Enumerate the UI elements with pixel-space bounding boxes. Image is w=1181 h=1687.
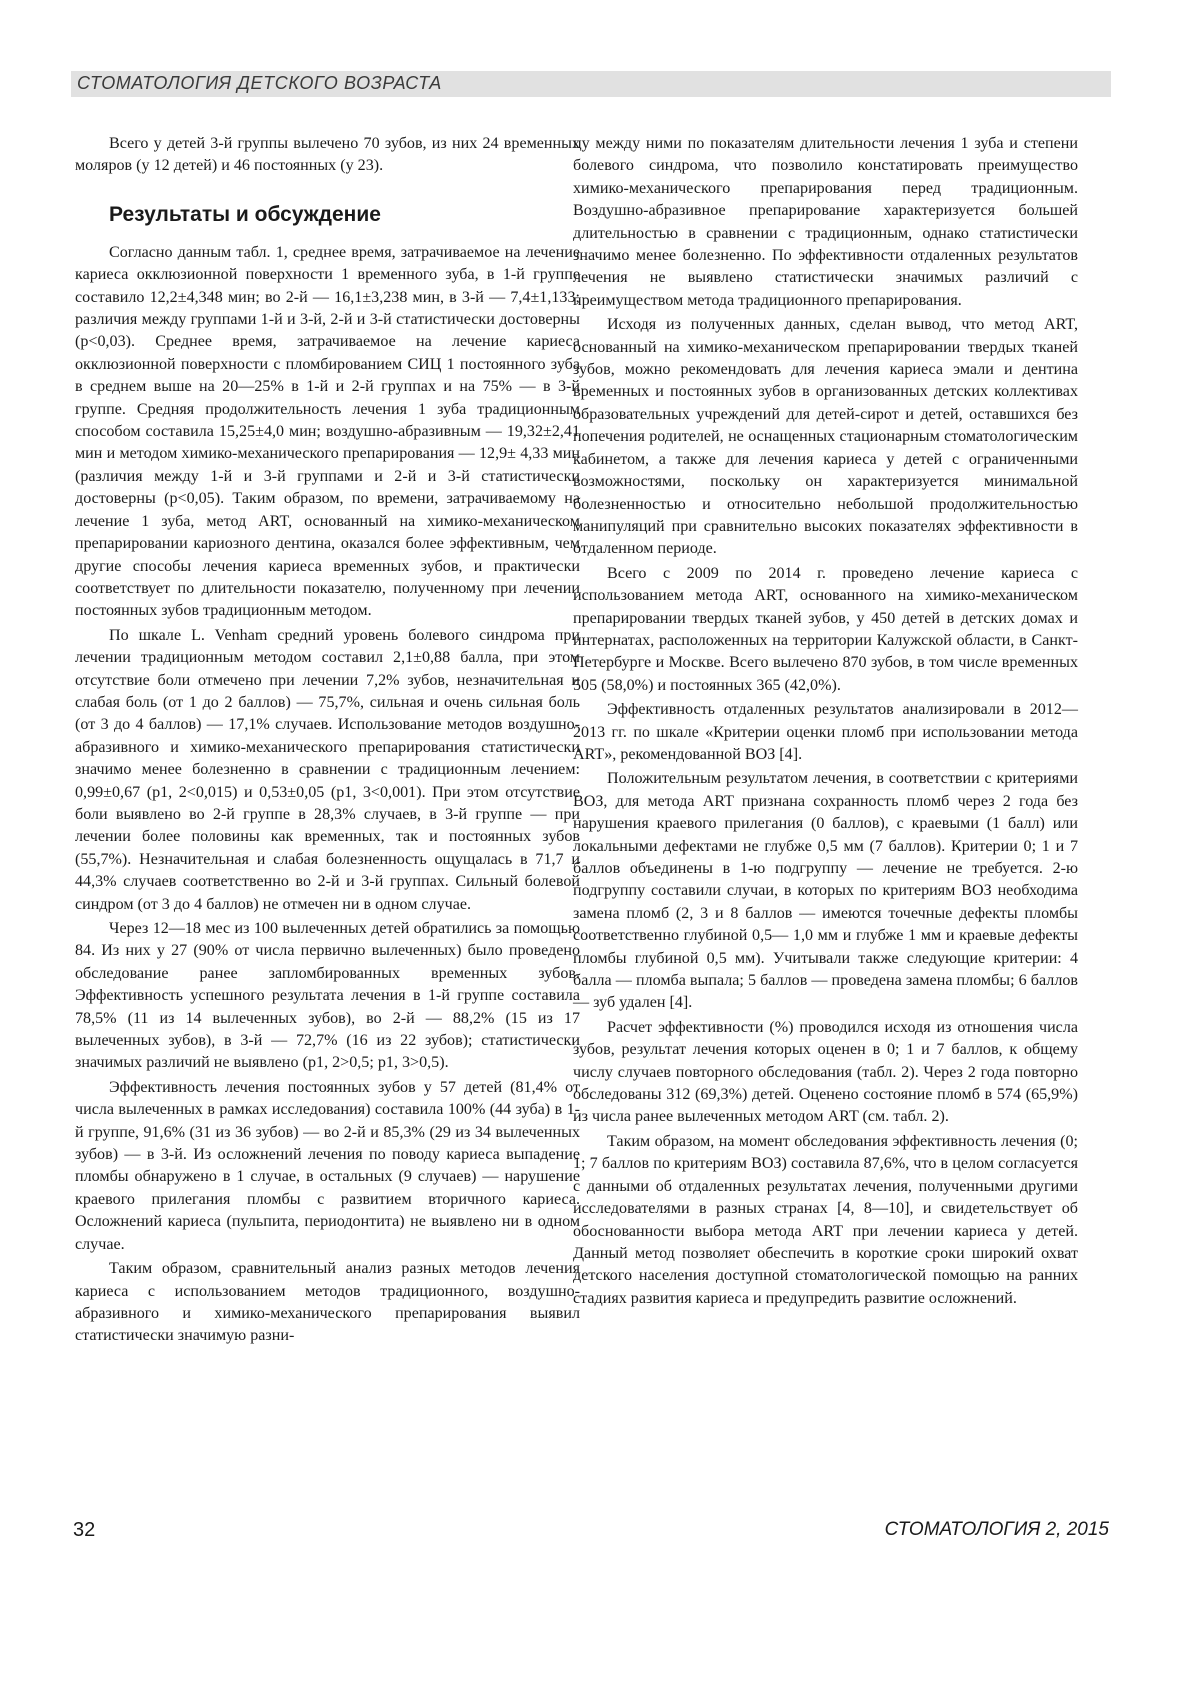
paragraph: Всего с 2009 по 2014 г. проведено лечение кариеса с использованием метода ART, основанного на химико-механическом препарировании твердых тканей зубов, у 450 детей в детских домах и интернатах, расположенных на территории Калужской области, в Санкт-Петербурге и Москве. Всего вылечено 870 зубов, в том числе временных 505 (58,0%) и постоянных 365 (42,0%). [573, 564, 1078, 694]
journal-footer: СТОМАТОЛОГИЯ 2, 2015 [884, 1519, 1109, 1540]
paragraph: Таким образом, на момент обследования эффективность лечения (0; 1; 7 баллов по критериям ВОЗ) составила 87,6%, что в целом согласуется с данными об отдаленных результатах лечения, полученными другими исследователями в разных странах [4, 8—10], и свидетельствует об обоснованности выбора метода ART при лечении кариеса у детей. Данный метод позволяет обеспечить в короткие сроки широкий охват детского населения доступной стоматологической помощью на ранних стадиях развития кариеса и предупредить развитие осложнений. [573, 1132, 1078, 1307]
paragraph: Расчет эффективности (%) проводился исходя из отношения числа зубов, результат лечения которых оценен в 0; 1 и 7 баллов, к общему числу случаев повторного обследования (табл. 2). Через 2 года повторно обследованы 312 (69,3%) детей. Оценено состояние пломб в 574 (65,9%) из числа ранее вылеченных методом ART (см. табл. 2). [573, 1018, 1078, 1126]
paragraph: Положительным результатом лечения, в соответствии с критериями ВОЗ, для метода ART признана сохранность пломб через 2 года без нарушения краевого прилегания (0 баллов), с краевыми (1 балл) или локальными дефектами не глубже 0,5 мм (7 баллов). Критерии 0; 1 и 7 баллов объединены в 1-ю подгруппу — лечение не требуется. 2-ю подгруппу составили случаи, в которых по критериям ВОЗ необходима замена пломб (2, 3 и 8 баллов — имеются точечные дефекты пломбы соответственно глубиной 0,5— 1,0 мм и глубже 1 мм и краевые дефекты пломбы глубиной 0,5 мм). Учитывали также следующие критерии: 4 балла — пломба выпала; 5 баллов — проведена замена пломбы; 6 баллов — зуб удален [4]. [573, 770, 1078, 1012]
page-number: 32 [73, 1519, 96, 1541]
paragraph-intro: Всего у детей 3-й группы вылечено 70 зубов, из них 24 временных моляров (у 12 детей) и 46 постоянных (у 23). [75, 135, 580, 175]
running-title: СТОМАТОЛОГИЯ ДЕТСКОГО ВОЗРАСТА [77, 73, 442, 93]
paragraph: По шкале L. Venham средний уровень болевого синдрома при лечении традиционным методом составил 2,1±0,88 балла, при этом отсутствие боли отмечено при лечении 7,2% зубов, незначительная и слабая боль (от 1 до 2 баллов) — 75,7%, сильная и очень сильная боль (от 3 до 4 баллов) — 17,1% случаев. Использование методов воздушно-абразивного и химико-механического препарирования статистически значимо менее болезненно в сравнении с традиционным лечением: 0,99±0,67 (p1, 2<0,015) и 0,53±0,05 (p1, 3<0,001). При этом отсутствие боли выявлено во 2-й группе в 28,3% случаев, в 3-й группе — при лечении более половины как временных, так и постоянных зубов (55,7%). Незначительная и слабая болезненность ощущалась в 71,7 и 44,3% случаев соответственно во 2-й и 3-й группах. Сильный болевой синдром (от 3 до 4 баллов) не отмечен ни в одном случае. [75, 626, 580, 913]
paragraph: Эффективность лечения постоянных зубов у 57 детей (81,4% от числа вылеченных в рамках исследования) составила 100% (44 зуба) в 1-й группе, 91,6% (31 из 36 зубов) — во 2-й и 85,3% (29 из 34 вылеченных зубов) — в 3-й. Из осложнений лечения по поводу кариеса выпадение пломбы обнаружено в 1 случае, в остальных (9 случаев) — нарушение краевого прилегания пломбы с развитием вторичного кариеса. Осложнений кариеса (пульпита, периодонтита) не выявлено ни в одном случае. [75, 1078, 580, 1253]
paragraph: Эффективность отдаленных результатов анализировали в 2012—2013 гг. по шкале «Критерии оценки пломб при использовании метода ART», рекомендованной ВОЗ [4]. [573, 701, 1078, 763]
paragraph: Таким образом, сравнительный анализ разных методов лечения кариеса с использованием методов традиционного, воздушно-абразивного и химико-механического препарирования выявил статистически значимую разни- [75, 1260, 580, 1345]
paragraph: Исходя из полученных данных, сделан вывод, что метод ART, основанный на химико-механическом препарировании твердых тканей зубов, можно рекомендовать для лечения кариеса эмали и дентина временных и постоянных зубов в организованных детских коллективах образовательных учреждений для детей-сирот и детей, оставшихся без попечения родителей, не оснащенных стационарным стоматологическим кабинетом, а также для лечения кариеса у детей с ограниченными возможностями, поскольку он характеризуется минимальной болезненностью и относительно небольшой продолжительностью манипуляций при сравнительно высоких показателях эффективности в отдаленном периоде. [573, 316, 1078, 558]
left-column [75, 133, 580, 1348]
paragraph: Согласно данным табл. 1, среднее время, затрачиваемое на лечение кариеса окклюзионной поверхности 1 временного зуба, в 1-й группе составило 12,2±4,348 мин; во 2-й — 16,1±3,238 мин, в 3-й — 7,4±1,133; различия между группами 1-й и 3-й, 2-й и 3-й статистически достоверны (p<0,03). Среднее время, затрачиваемое на лечение кариеса окклюзионной поверхности с пломбированием СИЦ 1 постоянного зуба в среднем выше на 20—25% в 1-й и 2-й группах и на 75% — в 3-й группе. Средняя продолжительность лечения 1 зуба традиционным способом составила 15,25±4,0 мин; воздушно-абразивным — 19,32±2,41 мин и методом химико-механического препарирования — 12,9± 4,33 мин (различия между 1-й и 3-й группами и 2-й и 3-й статистически достоверны (p<0,05). Таким образом, по времени, затрачиваемому на лечение 1 зуба, метод ART, основанный на химико-механическом препарировании кариозного дентина, оказался более эффективным, чем другие способы лечения кариеса временных зубов, и практически соответствует по длительности показателю, полученному при лечении постоянных зубов традиционным методом. [75, 243, 580, 620]
paragraph-continued: цу между ними по показателям длительности лечения 1 зуба и степени болевого синдрома, что позволило констатировать преимущество химико-механического препарирования перед традиционным. Воздушно-абразивное препарирование характеризуется большей длительностью в сравнении с традиционным, однако статистически значимо менее болезненно. По эффективности отдаленных результатов лечения не выявлено статистически значимых различий с преимуществом метода традиционного препарирования. [573, 135, 1078, 309]
section-heading: Результаты и обсуждение [109, 202, 381, 226]
right-column [573, 133, 1078, 1310]
paragraph: Через 12—18 мес из 100 вылеченных детей обратились за помощью 84. Из них у 27 (90% от числа первично вылеченных) было проведено обследование ранее запломбированных временных зубов. Эффективность успешного результата лечения в 1-й группе составила 78,5% (11 из 14 вылеченных зубов), во 2-й — 88,2% (15 из 17 вылеченных зубов), в 3-й — 72,7% (16 из 22 зубов); статистически значимых различий не выявлено (p1, 2>0,5; p1, 3>0,5). [75, 920, 580, 1072]
running-header [71, 71, 1111, 97]
